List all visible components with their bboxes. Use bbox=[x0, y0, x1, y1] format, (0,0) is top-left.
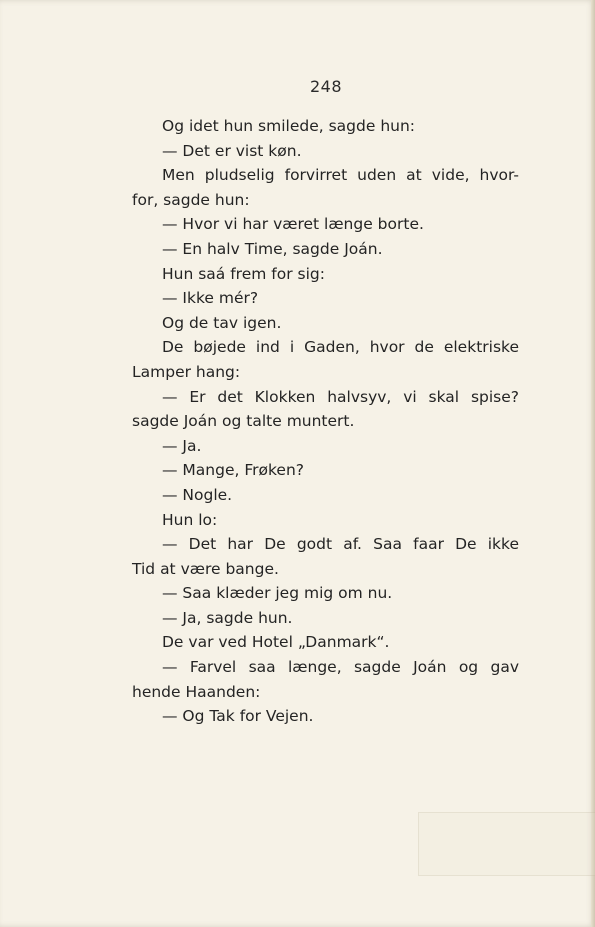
text-line: — Farvel saa længe, sagde Joán og gav bbox=[162, 658, 519, 677]
text-line: De var ved Hotel „Danmark“. bbox=[162, 633, 390, 652]
text-line: Og de tav igen. bbox=[162, 313, 282, 332]
text-line: Lamper hang: bbox=[132, 362, 241, 381]
text-line: — Er det Klokken halvsyv, vi skal spise? bbox=[162, 387, 519, 406]
text-line: — Ikke mér? bbox=[162, 289, 259, 308]
text-line: — Ja. bbox=[162, 436, 202, 455]
bleed-through-mark bbox=[418, 812, 595, 876]
text-line: Men pludselig forvirret uden at vide, hvor- bbox=[162, 166, 519, 185]
text-line: — Nogle. bbox=[162, 485, 233, 504]
text-line: — Mange, Frøken? bbox=[162, 461, 305, 480]
text-line: for, sagde hun: bbox=[132, 190, 250, 209]
text-line: Tid at være bange. bbox=[132, 559, 279, 578]
text-line: — Hvor vi har været længe borte. bbox=[162, 215, 424, 234]
text-line: — En halv Time, sagde Joán. bbox=[162, 239, 383, 258]
text-line: Og idet hun smilede, sagde hun: bbox=[162, 117, 416, 135]
text-line: — Og Tak for Vejen. bbox=[162, 707, 314, 726]
text-line: — Det har De godt af. Saa faar De ikke bbox=[162, 535, 519, 554]
text-line: — Ja, sagde hun. bbox=[162, 608, 293, 627]
page-edge bbox=[591, 0, 595, 927]
text-line: Hun saá frem for sig: bbox=[162, 264, 325, 283]
body-text bbox=[132, 114, 519, 729]
text-line: sagde Joán og talte muntert. bbox=[132, 412, 355, 431]
text-line: hende Haanden: bbox=[132, 682, 261, 701]
text-line: De bøjede ind i Gaden, hvor de elektriske bbox=[162, 338, 519, 357]
text-line: Hun lo: bbox=[162, 510, 218, 529]
page-number: 248 bbox=[309, 77, 343, 96]
text-line: — Saa klæder jeg mig om nu. bbox=[162, 584, 393, 603]
text-line: — Det er vist køn. bbox=[162, 141, 302, 160]
